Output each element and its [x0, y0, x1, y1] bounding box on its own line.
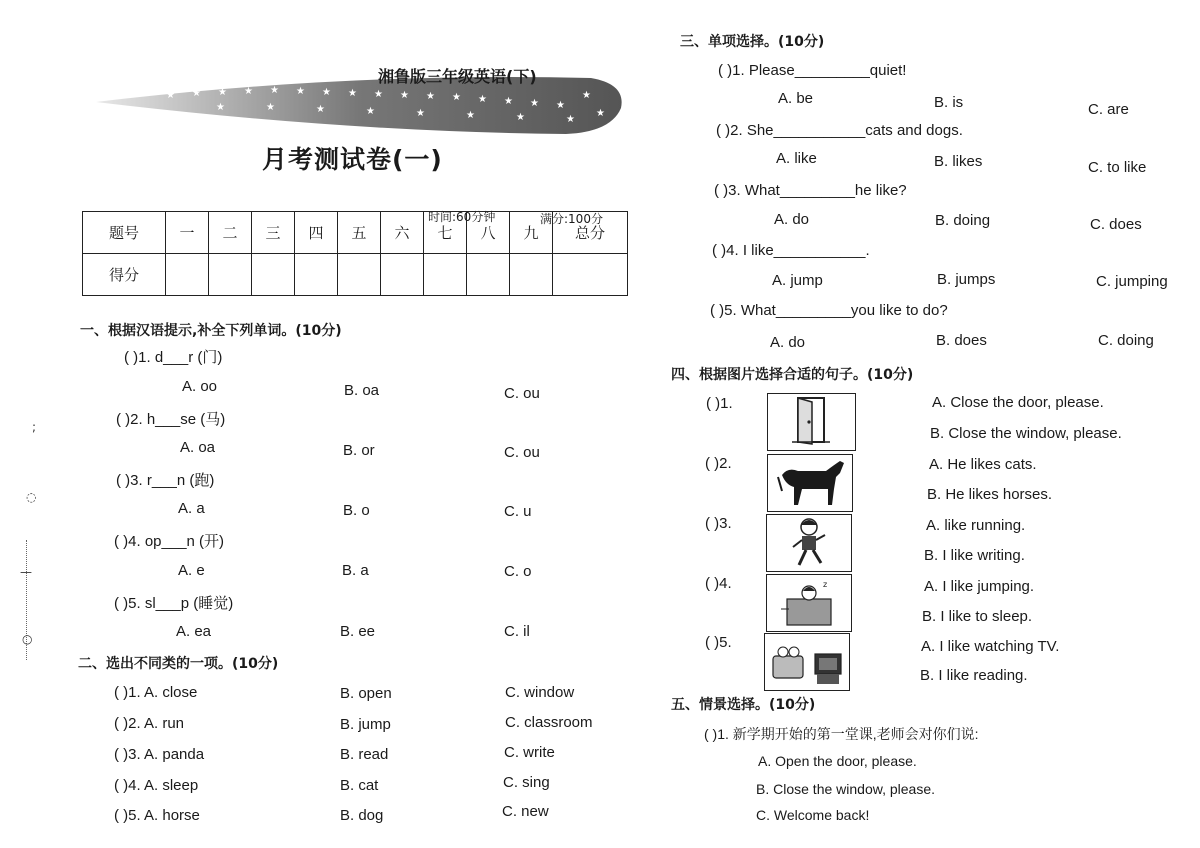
svg-text:★: ★: [452, 92, 461, 103]
binding-margin-mark: —: [20, 565, 32, 579]
watching-tv-icon: [764, 633, 850, 691]
banner-title: 湘鲁版三年级英语(下): [378, 67, 537, 86]
option-c: C. classroom: [505, 714, 593, 731]
option-b: B. open: [340, 685, 392, 702]
question: ( )5. sl___p (睡觉): [114, 595, 234, 612]
question: ( )1. Please_________quiet!: [718, 62, 907, 79]
option-b: B. is: [934, 94, 964, 111]
table-cell: 总分: [553, 212, 628, 254]
svg-text:★: ★: [596, 108, 605, 119]
svg-text:★: ★: [270, 85, 279, 96]
horse-icon: [767, 454, 853, 512]
door-icon: [767, 393, 856, 451]
question: ( )3. A. panda: [114, 746, 205, 763]
question: ( )3.: [705, 515, 732, 532]
section1-title: 一、根据汉语提示,补全下列单词。(10分): [80, 323, 342, 339]
score-cell[interactable]: [295, 254, 338, 296]
option-a: A. Open the door, please.: [758, 753, 917, 769]
question: ( )5.: [705, 634, 732, 651]
svg-text:★: ★: [244, 86, 253, 97]
svg-text:★: ★: [166, 90, 175, 101]
option-a: A. ea: [176, 623, 212, 640]
option-b: B. doing: [935, 212, 991, 229]
svg-text:★: ★: [374, 89, 383, 100]
option-b: B. o: [343, 502, 370, 519]
score-table: [82, 211, 628, 296]
question: ( )5. What_________you like to do?: [710, 302, 948, 319]
option-b: B. jump: [340, 716, 391, 733]
page-title: 月考测试卷(一): [262, 145, 443, 174]
svg-text:★: ★: [530, 98, 539, 109]
option-b: B. oa: [344, 382, 380, 399]
option-c: C. sing: [503, 774, 550, 791]
svg-text:★: ★: [582, 90, 591, 101]
option-b: B. He likes horses.: [927, 486, 1053, 503]
option-c: C. ou: [504, 385, 540, 402]
svg-text:★: ★: [516, 112, 525, 123]
sleeping-child-icon: [766, 574, 852, 632]
table-cell: 九: [510, 212, 553, 254]
table-cell: 八: [467, 212, 510, 254]
score-cell[interactable]: [553, 254, 628, 296]
option-b: B. a: [342, 562, 369, 579]
option-c: C. new: [502, 803, 549, 820]
option-a: A. jump: [772, 272, 823, 289]
option-a: A. Close the door, please.: [932, 394, 1104, 411]
option-c: C. o: [504, 563, 532, 580]
svg-text:★: ★: [366, 106, 375, 117]
option-b: B. cat: [340, 777, 379, 794]
table-cell: 得分: [83, 254, 166, 296]
option-b: B. I like to sleep.: [922, 608, 1033, 625]
svg-text:★: ★: [296, 86, 305, 97]
option-a: A. like running.: [926, 517, 1026, 534]
section3-title: 三、单项选择。(10分): [680, 34, 825, 50]
table-cell: 题号: [83, 212, 166, 254]
question: ( )2.: [705, 455, 732, 472]
option-a: A. oo: [182, 378, 218, 395]
question: ( )3. What_________he like?: [714, 182, 907, 199]
option-b: B. Close the window, please.: [756, 781, 935, 797]
svg-text:★: ★: [416, 108, 425, 119]
question: ( )2. h___se (马): [116, 411, 226, 428]
section2-title: 二、选出不同类的一项。(10分): [78, 656, 279, 672]
score-cell[interactable]: [467, 254, 510, 296]
score-table-score-row: [83, 254, 628, 296]
option-a: A. be: [778, 90, 814, 107]
svg-text:★: ★: [426, 91, 435, 102]
option-a: A. I like jumping.: [924, 578, 1035, 595]
table-cell: 四: [295, 212, 338, 254]
option-c: C. to like: [1088, 159, 1147, 176]
table-cell: 六: [381, 212, 424, 254]
title-banner: [96, 68, 626, 140]
option-b: B. I like reading.: [920, 667, 1028, 684]
svg-text:★: ★: [556, 100, 565, 111]
option-a: A. a: [178, 500, 205, 517]
running-boy-icon: [766, 514, 852, 572]
option-c: C. ou: [504, 444, 540, 461]
svg-text:★: ★: [400, 90, 409, 101]
svg-text:★: ★: [266, 102, 275, 113]
table-cell: 一: [166, 212, 209, 254]
svg-text:★: ★: [218, 87, 227, 98]
score-cell[interactable]: [381, 254, 424, 296]
question: ( )2. She___________cats and dogs.: [716, 122, 963, 139]
option-c: C. window: [505, 684, 575, 701]
binding-margin-mark: ;: [32, 420, 37, 434]
option-b: B. read: [340, 746, 389, 763]
question: ( )4.: [705, 575, 732, 592]
option-b: B. I like writing.: [924, 547, 1025, 564]
question: ( )3. r___n (跑): [116, 472, 215, 489]
question: ( )4. I like___________.: [712, 242, 870, 259]
option-c: C. does: [1090, 216, 1142, 233]
svg-text:★: ★: [192, 88, 201, 99]
section5-title: 五、情景选择。(10分): [671, 697, 816, 713]
score-cell[interactable]: [338, 254, 381, 296]
score-cell[interactable]: [424, 254, 467, 296]
score-cell[interactable]: [510, 254, 553, 296]
option-a: A. I like watching TV.: [921, 638, 1060, 655]
section4-title: 四、根据图片选择合适的句子。(10分): [671, 367, 914, 383]
svg-text:★: ★: [348, 88, 357, 99]
table-cell: 二: [209, 212, 252, 254]
score-table-header-row: [83, 212, 628, 254]
table-cell: 五: [338, 212, 381, 254]
option-b: B. likes: [934, 153, 983, 170]
option-c: C. il: [504, 623, 530, 640]
question: ( )1. d___r (门): [124, 349, 223, 366]
option-b: B. does: [936, 332, 987, 349]
option-c: C. are: [1088, 101, 1129, 118]
option-a: A. do: [774, 211, 810, 228]
table-cell: 七: [424, 212, 467, 254]
question: ( )2. A. run: [114, 715, 185, 732]
option-a: A. do: [770, 334, 806, 351]
option-a: A. oa: [180, 439, 216, 456]
question: ( )1.: [706, 395, 733, 412]
option-a: A. like: [776, 150, 817, 167]
option-b: B. ee: [340, 623, 376, 640]
svg-text:★: ★: [466, 110, 475, 121]
option-b: B. dog: [340, 807, 384, 824]
option-c: C. jumping: [1096, 273, 1168, 290]
option-b: B. jumps: [937, 271, 996, 288]
option-a: A. e: [178, 562, 205, 579]
binding-margin-mark: ○: [22, 632, 33, 646]
option-a: A. He likes cats.: [929, 456, 1037, 473]
banner-graphic: [96, 68, 626, 140]
svg-text:★: ★: [504, 96, 513, 107]
question: ( )5. A. horse: [114, 807, 200, 824]
time-label: 时间:60分钟: [428, 210, 496, 224]
svg-text:★: ★: [566, 114, 575, 125]
score-cell[interactable]: [166, 254, 209, 296]
svg-text:★: ★: [316, 104, 325, 115]
question: ( )4. A. sleep: [114, 777, 199, 794]
option-b: B. or: [343, 442, 375, 459]
score-cell[interactable]: [252, 254, 295, 296]
svg-text:z: z: [823, 580, 828, 589]
question: ( )4. op___n (开): [114, 533, 225, 550]
svg-text:★: ★: [478, 94, 487, 105]
svg-text:★: ★: [322, 87, 331, 98]
option-c: C. Welcome back!: [756, 807, 870, 823]
score-cell[interactable]: [209, 254, 252, 296]
question: ( )1. 新学期开始的第一堂课,老师会对你们说:: [704, 726, 979, 742]
binding-margin-mark: ◌: [26, 490, 37, 504]
option-c: C. u: [504, 503, 532, 520]
option-c: C. write: [504, 744, 555, 761]
question: ( )1. A. close: [114, 684, 198, 701]
option-c: C. doing: [1098, 332, 1154, 349]
full-score-label: 满分:100分: [540, 212, 603, 226]
option-b: B. Close the window, please.: [930, 425, 1122, 442]
table-cell: 三: [252, 212, 295, 254]
svg-text:★: ★: [216, 102, 225, 113]
